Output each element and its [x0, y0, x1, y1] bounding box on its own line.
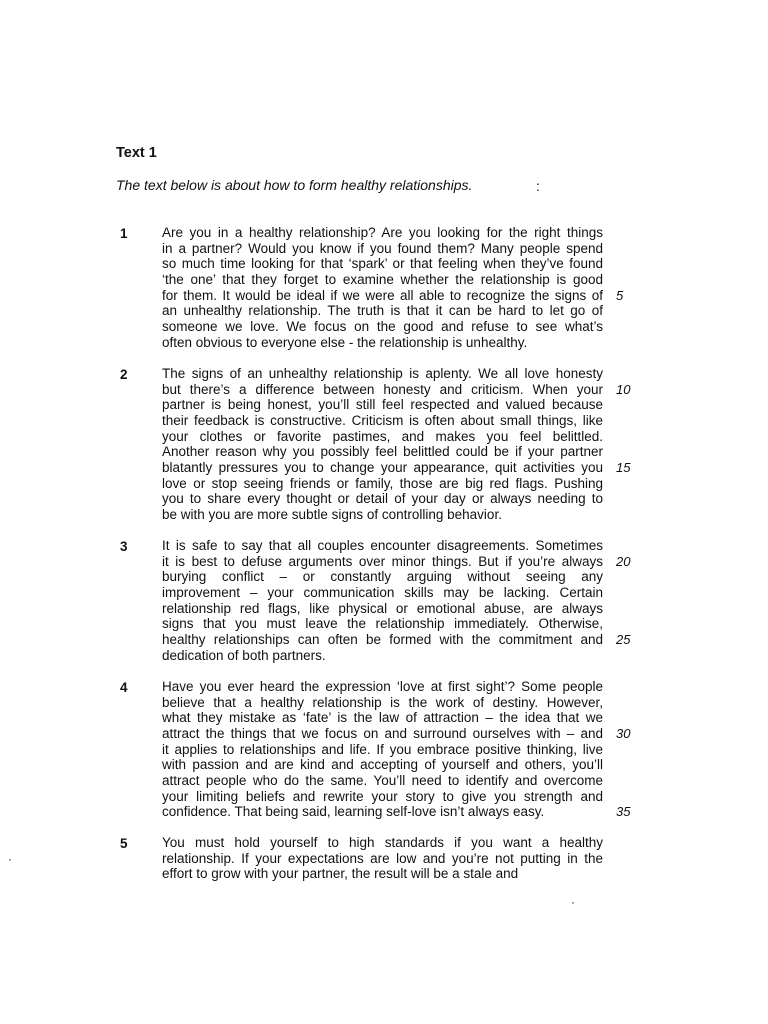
paragraph-line: be with you are more subtle signs of controlling behavior.	[162, 506, 502, 522]
paragraph-line: healthy relationships can often be formed with the commitment and	[162, 631, 603, 647]
paragraph-number: 5	[120, 836, 128, 851]
paragraph-line: often obvious to everyone else - the relationship is unhealthy.	[162, 334, 528, 350]
paragraph-number: 3	[120, 539, 128, 554]
line-number-marker: 5	[616, 287, 624, 303]
paragraph-number: 2	[120, 367, 128, 382]
paragraph-line: confidence. That being said, learning self-love isn’t always easy.	[162, 804, 545, 820]
paragraph-number: 4	[120, 680, 128, 695]
paragraph-line: dedication of both partners.	[162, 647, 326, 663]
paragraph-line: an unhealthy relationship. The truth is that it can be hard to let go of	[162, 303, 603, 319]
line-number-marker: 20	[616, 553, 631, 569]
scan-speck: ·	[571, 895, 575, 909]
paragraph-line: it is best to defuse arguments over minor things. But if you’re always	[162, 553, 603, 569]
paragraph-line: relationship red flags, like physical or emotional abuse, are always	[162, 600, 603, 616]
line-number-marker: 25	[616, 631, 631, 647]
paragraph-line: your limiting beliefs and rewrite your story to give you strength and	[162, 788, 603, 804]
paragraph-line: you to share every thought or detail of your day or always needing to	[162, 491, 603, 507]
paragraph-line: partner is being honest, you’ll still feel respected and valued because	[162, 397, 603, 413]
paragraph-line: so much time looking for that ‘spark’ or that feeling when they’ve found	[162, 256, 603, 272]
line-number-marker: 15	[616, 459, 631, 475]
document-heading: Text 1	[116, 145, 157, 161]
paragraph-number: 1	[120, 226, 128, 241]
intro-mark: :	[536, 178, 540, 194]
paragraph-line: ‘the one’ that they forget to examine whether the relationship is good	[162, 271, 603, 287]
scan-speck: ·	[8, 852, 12, 866]
paragraph-line: burying conflict – or constantly arguing without seeing any	[162, 569, 603, 585]
line-number-marker: 30	[616, 725, 631, 741]
paragraph-line: relationship. If your expectations are low and you’re not putting in the	[162, 850, 603, 866]
paragraph-line: but there’s a difference between honesty and criticism. When your	[162, 381, 603, 397]
paragraph-line: for them. It would be ideal if we were all able to recognize the signs of	[162, 287, 603, 303]
line-number-marker: 35	[616, 804, 631, 820]
paragraph-line: effort to grow with your partner, the result will be a stale and	[162, 866, 519, 882]
paragraph-line: their feedback is constructive. Criticism is often about small things, like	[162, 412, 603, 428]
paragraph-line: someone we love. We focus on the good and refuse to see what’s	[162, 318, 603, 334]
paragraph-line: You must hold yourself to high standards if you want a healthy	[162, 835, 603, 850]
paragraph-line: it applies to relationships and life. If you embrace positive thinking, live	[162, 741, 603, 757]
paragraph-line: love or stop seeing friends or family, those are big red flags. Pushing	[162, 475, 603, 491]
document-intro: The text below is about how to form healthy relationships.	[116, 177, 473, 193]
paragraph-line: in a partner? Would you know if you found them? Many people spend	[162, 240, 603, 256]
paragraph-line: blatantly pressures you to change your appearance, quit activities you	[162, 459, 603, 475]
line-number-marker: 10	[616, 381, 631, 397]
paragraph-line: your clothes or favorite pastimes, and makes you feel belittled.	[162, 428, 603, 444]
paragraph-line: Have you ever heard the expression ‘love at first sight’? Some people	[162, 679, 603, 694]
paragraph-line: The signs of an unhealthy relationship is aplenty. We all love honesty	[162, 366, 603, 381]
paragraph-line: Another reason why you possibly feel belittled could be if your partner	[162, 444, 603, 460]
paragraph-line: signs that you must leave the relationship immediately. Otherwise,	[162, 616, 603, 632]
paragraph-line: what they mistake as ‘fate’ is the law of attraction – the idea that we	[162, 710, 603, 726]
paragraph-line: believe that a healthy relationship is the work of destiny. However,	[162, 694, 603, 710]
paragraph-line: Are you in a healthy relationship? Are you looking for the right things	[162, 225, 603, 240]
paragraph-line: attract the things that we focus on and surround ourselves with – and	[162, 725, 603, 741]
paragraph-line: It is safe to say that all couples encounter disagreements. Sometimes	[162, 538, 603, 553]
paragraph-line: with passion and are kind and accepting of yourself and others, you’ll	[162, 757, 603, 773]
paragraph-line: attract people who do the same. You’ll need to identify and overcome	[162, 772, 603, 788]
paragraph-line: improvement – your communication skills may be lacking. Certain	[162, 584, 603, 600]
